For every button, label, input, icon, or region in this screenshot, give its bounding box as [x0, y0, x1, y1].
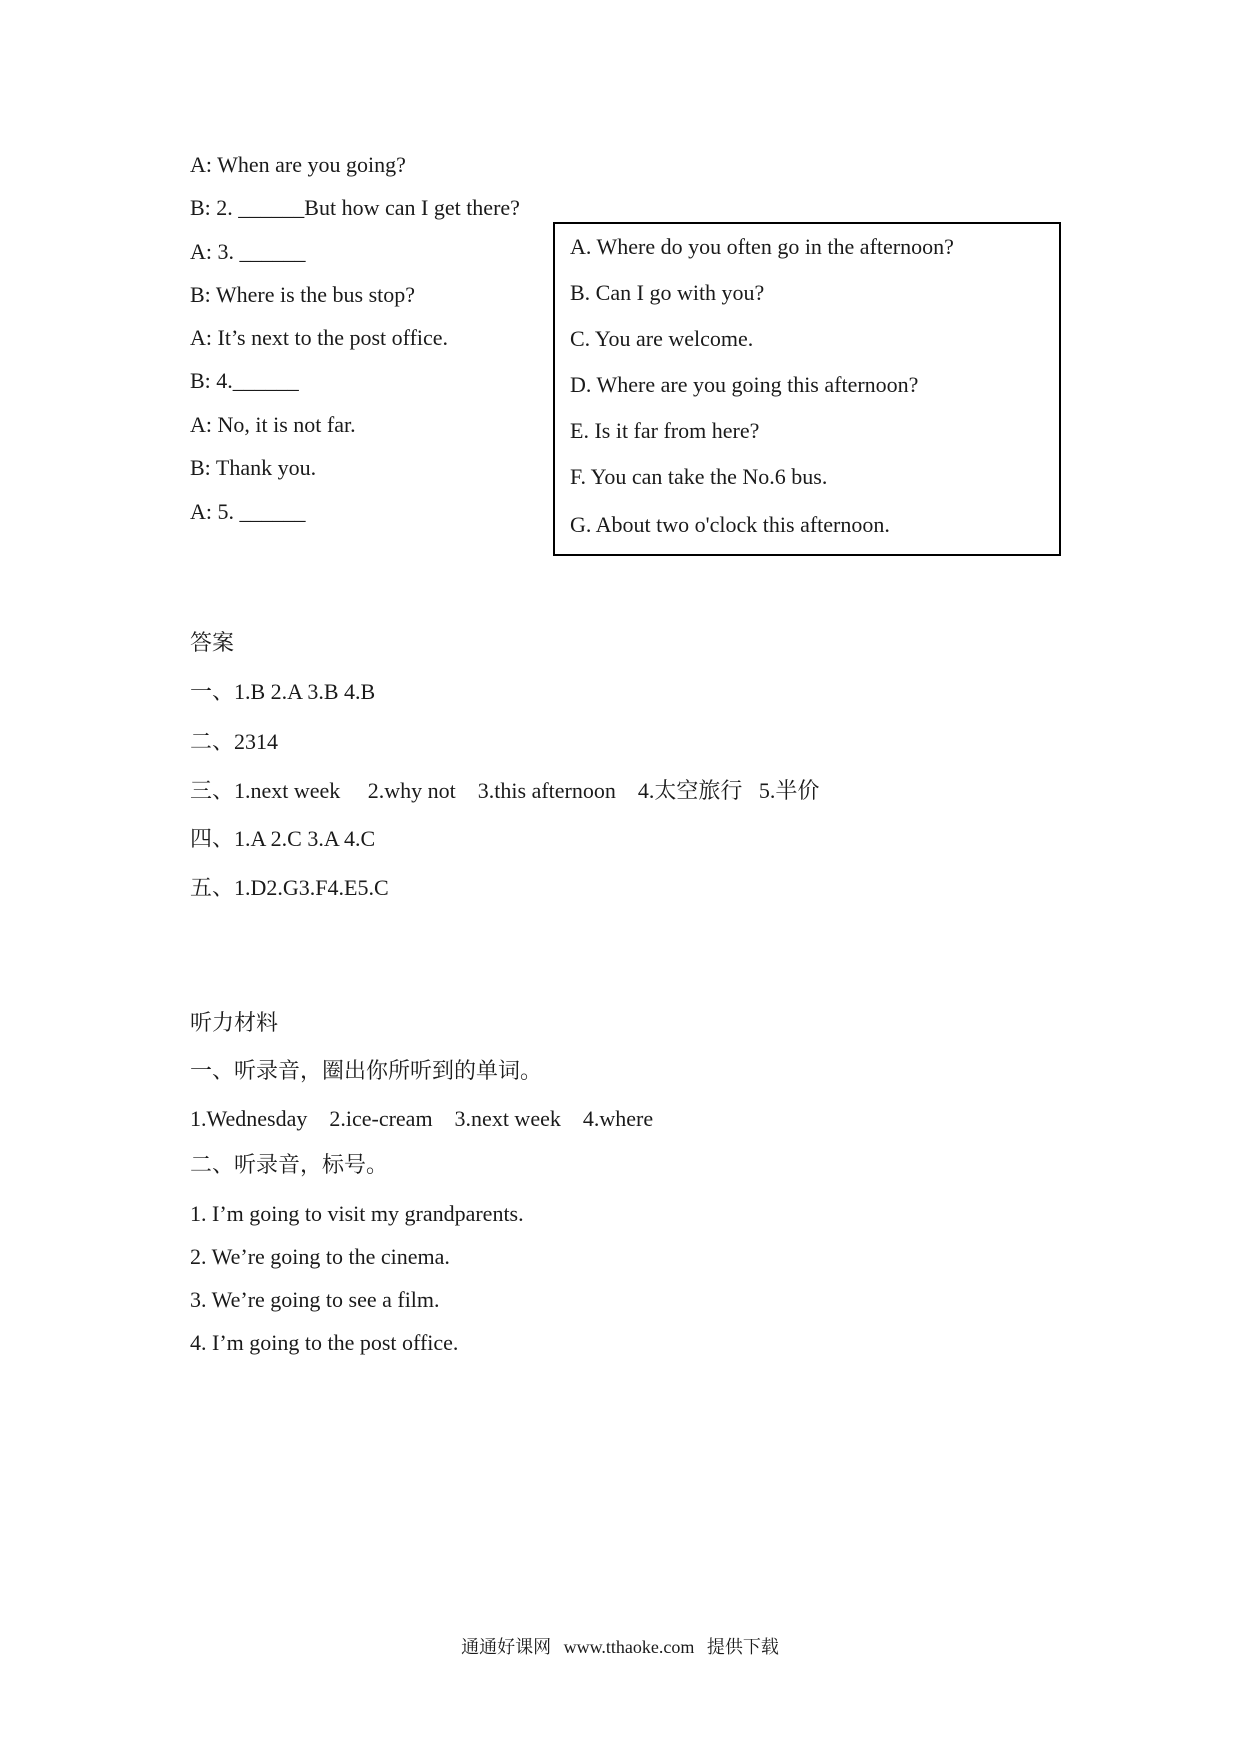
answer-line: 二、2314 [190, 729, 279, 754]
answer-line: 三、1.next week 2.why not 3.this afternoon 4.太空旅行 5.半价 [190, 778, 820, 803]
answer-line: 五、1.D2.G3.F4.E5.C [190, 875, 389, 900]
footer-suffix: 提供下载 [706, 1637, 779, 1657]
dialogue-line: A: No, it is not far. [190, 412, 356, 437]
listening-line: 1. I’m going to visit my grandparents. [190, 1201, 524, 1226]
options-box [553, 222, 1061, 556]
footer-url[interactable]: www.tthaoke.com [563, 1637, 695, 1657]
dialogue-line: A: It’s next to the post office. [190, 325, 449, 350]
page-footer [0, 1636, 1240, 1658]
dialogue-line: B: 4.______ [190, 368, 299, 393]
dialogue-line: B: 2. ______But how can I get there? [190, 195, 520, 220]
option-item: G. About two o'clock this afternoon. [570, 512, 890, 537]
option-item: B. Can I go with you? [570, 280, 765, 305]
listening-line: 1.Wednesday 2.ice-cream 3.next week 4.where [190, 1106, 654, 1131]
answer-line: 一、1.B 2.A 3.B 4.B [190, 679, 376, 704]
dialogue-line: B: Thank you. [190, 455, 317, 480]
answers-title: 答案 [190, 630, 235, 655]
option-item: A. Where do you often go in the afternoon? [570, 234, 954, 259]
listening-line: 3. We’re going to see a film. [190, 1287, 440, 1312]
listening-line: 4. I’m going to the post office. [190, 1330, 459, 1355]
option-item: E. Is it far from here? [570, 418, 760, 443]
option-item: D. Where are you going this afternoon? [570, 372, 919, 397]
listening-line: 二、听录音，标号。 [190, 1152, 389, 1177]
dialogue-line: B: Where is the bus stop? [190, 282, 416, 307]
answer-line: 四、1.A 2.C 3.A 4.C [190, 826, 376, 851]
option-item: C. You are welcome. [570, 326, 754, 351]
listening-line: 一、听录音，圈出你所听到的单词。 [190, 1058, 543, 1083]
listening-line: 2. We’re going to the cinema. [190, 1244, 450, 1269]
listening-title: 听力材料 [190, 1010, 279, 1035]
dialogue-line: A: 3. ______ [190, 239, 306, 264]
footer-site-name: 通通好课网 [461, 1637, 552, 1657]
dialogue-line: A: When are you going? [190, 152, 406, 177]
option-item: F. You can take the No.6 bus. [570, 464, 828, 489]
dialogue-line: A: 5. ______ [190, 499, 306, 524]
